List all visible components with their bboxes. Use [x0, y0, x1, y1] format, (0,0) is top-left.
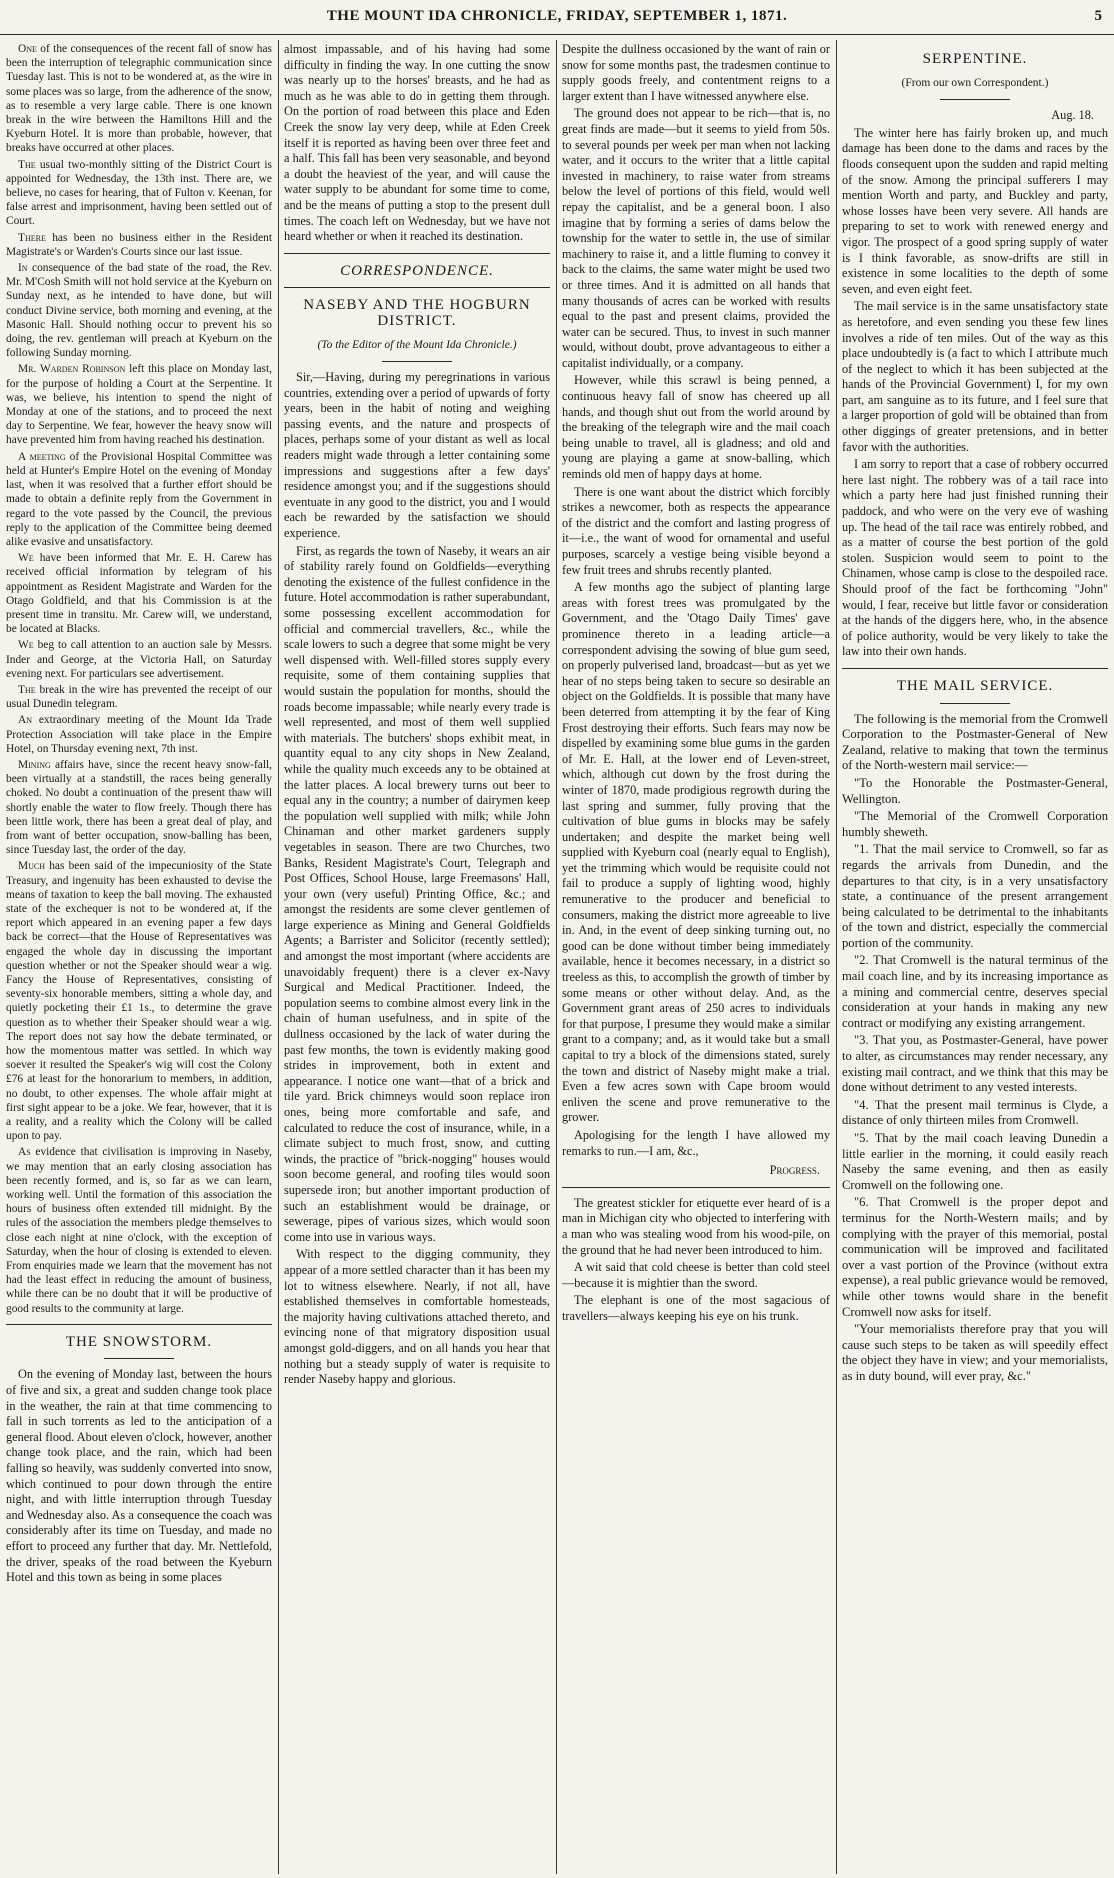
section-divider: [6, 1324, 272, 1325]
anecdote-paragraph: A wit said that cold cheese is better than cold steel—because it is mightier than the sword.: [562, 1260, 830, 1290]
news-paragraph: We beg to call attention to an auction sale by Messrs. Inder and George, at the Victoria Hall, on Saturday evening next. For particulars see advertisement.: [6, 639, 272, 680]
serpentine-paragraph: The winter here has fairly broken up, and much damage has been done to the dams and races by the floods consequent upon the sudden and rapid melting of the snow. Among the principal sufferers I may mention Worth and party, and Buckley and party, whose losses have been very severe. All hands are preparing to set to work with renewed energy and vigor. The prospect of a good spring supply of water is I think favorable, as snow-drifts are still in existence in some localities to the depth of some seven, and even eight feet.: [842, 125, 1108, 296]
letter-paragraph: However, while this scrawl is being penned, a continuous heavy fall of snow has cheered up all hands, and though shut out from the world around by the breaking of the telegraph wire and the mail coach being unable to travel, all is gladness; and old and young are playing a game at snow-balling, which reminds old men of happy days at home.: [562, 373, 830, 482]
column-rule: [836, 40, 837, 1874]
letter-paragraph: There is one want about the district which forcibly strikes a newcomer, both as respects the appearance of the district and the comfort and lasting progress of it—i.e., the want of wood for ornamental and useful purposes, scarcely a vestige being visible beyond a few fruit trees and shrubs recently planted.: [562, 484, 830, 577]
memorial-paragraph: "3. That you, as Postmaster-General, have power to alter, as circumstances may render necessary, any existing mail contract, and we think that this may be done without detriment to any vested interests.: [842, 1033, 1108, 1095]
column-3: [562, 42, 830, 1872]
column-rule: [278, 40, 279, 1874]
news-paragraph: A meeting of the Provisional Hospital Committee was held at Hunter's Empire Hotel on the evening of Monday last, when it was resolved that a further effort should be made to obtain a definite reply from the Government in regard to the vote passed by the Council, the previous reply to the application of the Committee being deemed alike evasive and unsatisfactory.: [6, 450, 272, 548]
letter-paragraph: A few months ago the subject of planting large areas with forest trees was promulgated by the Government, and the 'Otago Daily Times' gave prominence thereto in a leading article—a correspondent advising the sowing of blue gum seed, on properly pulverised land, broadcast—but as yet we hear of no steps being taken to secure so desirable an object on the Goldfields. It is possible that many have been deterred from attempting it by the fear of King Frost destroying their efforts. Such fears may now be dispelled by examining some blue gums in the garden of Mr. E. Hall, at the lower end of Leven-street, which, although cut down by the frost during the winter of 1870, made prodigious regrowth during the last spring and summer, fully proving that the cultivation of blue gums in blocks may be safely undertaken; and despite the market being well supplied with Kyeburn coal (nearly equal to English), yet the trimming which would be requisite could not fail to produce a supply of lighting wood, highly remunerative to the producer and beneficial to consumers, making the district more agreeable to live in. And, in the event of deep sinking turning out, no good can be done without timber being immediately available, hence it becomes necessary, in a district so treeless as this, to accomplish the growth of timber by some means or other without delay. And, as the Government grant areas of 250 acres to individuals for that purpose, I presume they would make a similar grant to a company; and, as it would take but a small capital to try a block of the dimensions stated, surely the town and district of Naseby might make a trial. Even a few acres sown with Cape broom would enliven the scene and prove remunerative to the grower.: [562, 580, 830, 1125]
section-divider: [842, 668, 1108, 669]
news-paragraph: An extraordinary meeting of the Mount Ida Trade Protection Association will take place in the Empire Hotel, on Thursday evening next, 7th inst.: [6, 714, 272, 755]
letter-signature: Progress.: [769, 1163, 820, 1178]
section-divider: [284, 287, 550, 288]
snowstorm-continued: almost impassable, and of his having had some difficulty in finding the way. In one cutting the snow was nearly up to the horses' breasts, and he had as much as he was able to do in getting them through. On the portion of road between this place and Eden Creek the snow lay very deep, while at Eden Creek itself it is reported as having been over three feet and a half. This fall has been very seasonable, and beyond a doubt the heaviest of the year, and will cause the water supply to be abundant for some time to come, and be the means of putting a stop to the present dull times. The coach left on Wednesday, but we have not heard whether or when it reached its destination.: [284, 42, 550, 244]
news-paragraph: Mining affairs have, since the recent heavy snow-fall, been virtually at a standstill, the races being generally choked. No doubt a continuation of the present thaw will shortly enable the water to flow freely. Though there has been little work, there has been a great deal of play, and from want of better occupation, snow-balling has been, since Tuesday last, the order of the day.: [6, 758, 272, 857]
local-news: [6, 42, 272, 1316]
heading-divider: [940, 703, 1010, 704]
news-paragraph: As evidence that civilisation is improving in Naseby, we may mention that an early closing association has been recently formed, and is, so far as we can learn, working well. Until the formation of this association the hours of business often extended till midnight. By the rules of the association the members pledge themselves to close each night at nine o'clock, with the exception of Saturday, when the hour of closing is extended to eleven. From enquiries made we learn that the movement has not had the least effect in reducing the amount of business, while there can be no doubt that it will be productive of good results to the community at large.: [6, 1146, 272, 1315]
memorial-paragraph: "4. That the present mail terminus is Clyde, a distance of only thirteen miles from Cromwell.: [842, 1097, 1108, 1128]
news-paragraph: There has been no business either in the Resident Magistrate's or Warden's Courts since our last issue.: [6, 231, 272, 258]
snowstorm-heading: THE SNOWSTORM.: [65, 1333, 213, 1350]
news-paragraph: The break in the wire has prevented the receipt of our usual Dunedin telegram.: [6, 683, 272, 711]
letter-paragraph: First, as regards the town of Naseby, it wears an air of stability rarely found on Goldfields—everything denoting the existence of the fullest confidence in the future. Hotel accommodation is rather superabundant, some possessing excellent accommodation for official and commercial travellers, &c., while the scale lowers to such a degree that some might be very well dispensed with. Well-filled stores supply every requisite, some of them containing supplies that would sustain the population for months, should the roads become impassable; while nearly every trade is well represented, and most of them well supplied with materials. The butchers' shops exhibit meat, in quantity equal to any city shops in New Zealand, while the quality much exceeds any to be obtained at the latter places. A local brewery turns out beer to equal any in the country; a number of dairymen keep the population well supplied with milk; while John Chinaman and other market gardeners supply vegetables in season. There are two Churches, two Banks, Resident Magistrate's Court, Telegraph and Post Offices, School House, large Freemasons' Hall, your own (very useful) Printing Office, &c.; and amongst the residents are some clever gentlemen of large experience as Mining and General Goldfields Agents; a Barrister and Solicitor (recently settled); and amongst the most important (where accidents are unavoidably frequent) there is a clever ex-Navy Surgical and Medical Practitioner. Indeed, the population seems to combine almost every link in the chain of human usefulness, and in spite of the dullness occasioned by the lack of water during the past few months, the town is evidently making good strides in improvement, both in extent and appearance. I notice one want—that of a brick and tile yard. Brick chimneys would soon replace iron ones, being more comfortable and safe, and calculated to reduce the cost of insurance, while, in a climate subject to much frost, snow, and cutting winds, the practice of "brick-nogging" houses would soon become general, and roofing tiles would soon supersede iron; but another important production of such an establishment would be drainage, or sewerage, pipes of various sizes, which would soon come into use in various ways.: [284, 543, 550, 1244]
column-rule: [556, 40, 557, 1874]
letter-paragraph: The ground does not appear to be rich—that is, no great finds are made—but it seems to yield from 50s. to several pounds per week per man when not lacking water, and it occurs to the writer that a little capital invested in machinery, to raise water from streams below the level of portions of this field, would well repay the capitalist, and be a general boon. I also imagine that by forming a series of dams below the township for the water to settle in, the use of similar machinery to raise it, and a little fluming to convey it back to the claims, the same water might be used two or three times. And it is admitted on all hands that many thousands of acres can be worked with results equal to the past and present claims, provided the water can be secured. Thus, to invest in such manner would, without doubt, prove advantageous to either a capitalist individually, or a company.: [562, 106, 830, 370]
news-paragraph: In consequence of the bad state of the road, the Rev. Mr. M'Cosh Smith will not hold service at the Kyeburn on Sunday next, as he intended to have done, but will conduct Divine service, both morning and evening, at the Masonic Hall. Should nothing occur to prevent his so doing, the rev. gentleman will preach at Kyeburn on the following Sunday morning.: [6, 262, 272, 360]
serpentine-subheading: (From our own Correspondent.): [901, 76, 1049, 89]
letter-continued: Despite the dullness occasioned by the want of rain or snow for some months past, the tradesmen continue to supply goods freely, and contentment reigns to a larger extent than I have witnessed anywhere else.: [562, 42, 830, 103]
serpentine-heading: SERPENTINE.: [922, 51, 1028, 67]
mail-memorial: [842, 712, 1108, 1385]
column-1: [6, 42, 272, 1872]
letter-paragraph: Sir,—Having, during my peregrinations in various countries, extending over a period of upwards of forty years, been in the habit of noting and weighing passing events, and the nature and prospects of places, perhaps some of your distant as well as local readers might wade through a letter containing some impressions and suggestions after a few days' residence amongst you; and if the suggestions should eventuate in any good to the district, you and I would each be rewarded by the satisfaction we should experience.: [284, 370, 550, 541]
correspondence-heading: CORRESPONDENCE.: [340, 262, 494, 279]
column-4: [842, 42, 1108, 1872]
letter-paragraph: Apologising for the length I have allowed my remarks to run.—I am, &c.,: [562, 1127, 830, 1158]
news-paragraph: Mr. Warden Robinson left this place on Monday last, for the purpose of holding a Court at the Serpentine. It was, we believe, his intention to spend the night of Monday at one of the stations, and to proceed the next day to Serpentine. We fear, however the heavy snow will have prevented him from having reached his destination.: [6, 363, 272, 447]
news-paragraph: One of the consequences of the recent fall of snow has been the interruption of telegraphic communication since Tuesday last. This is not to be wondered at, as the wire in some places was so large, from the adherence of the snow, as to resemble a very large cable. There is one known break in the wire between the Hamiltons Hill and the Kyeburn Hotel. It is more than probable, however, that breaks have occurred at other places.: [6, 43, 272, 155]
serpentine-paragraph: The mail service is in the same unsatisfactory state as heretofore, and even sending you these few lines involves a ride of ten miles. Out of the way as this place undoubtedly is (a fact to which I attribute much of the neglect to which it has been subjected at the hands of the Provincial Government) I, for my own part, am sanguine as to its future, and I feel sure that a larger proportion of gold will be obtained than from other diggings of greater pretensions, and in better favor with the authorities.: [842, 299, 1108, 454]
masthead-title: THE MOUNT IDA CHRONICLE, FRIDAY, SEPTEMBER 1, 1871.: [326, 8, 788, 24]
section-divider: [284, 253, 550, 254]
memorial-paragraph: "Your memorialists therefore pray that you will cause such steps to be taken as will speedily effect the object they have in view; and your memorialists, as in duty bound, will ever pray, &c.": [842, 1322, 1108, 1383]
column-2: [284, 42, 550, 1872]
heading-divider: [382, 361, 452, 362]
memorial-paragraph: "6. That Cromwell is the proper depot and terminus for the North-Western mails; and by complying with the prayer of this memorial, postal communication will be improved and facilitated over a vast portion of the Province (without extra expense), a real public grievance would be removed, while other towns would share in the benefit Cromwell now asks for itself.: [842, 1195, 1108, 1319]
masthead: [0, 0, 1114, 35]
memorial-paragraph: The following is the memorial from the Cromwell Corporation to the Postmaster-General of New Zealand, relative to making that town the terminus of the North-western mail service:—: [842, 711, 1108, 773]
dispatch-date: Aug. 18.: [1051, 108, 1094, 123]
letter-heading: NASEBY AND THE HOGBURN DISTRICT.: [303, 297, 531, 329]
anecdote-paragraph: The greatest stickler for etiquette ever heard of is a man in Michigan city who objected to interfering with a man who was stealing wood from his wood-pile, on the ground that he had never been introduced to him.: [562, 1195, 830, 1257]
news-paragraph: The usual two-monthly sitting of the District Court is appointed for Wednesday, the 13th inst. There are, we believe, no cases for hearing, that of Fulton v. Keenan, for false arrest and imprisonment, having been settled out of Court.: [6, 158, 272, 228]
heading-divider: [940, 99, 1010, 100]
anecdote-paragraph: The elephant is one of the most sagacious of travellers—always keeping his eye on his trunk.: [562, 1293, 830, 1323]
memorial-paragraph: "1. That the mail service to Cromwell, so far as regards the arrivals from Dunedin, and the departures to that city, is in a very unsatisfactory state, a continuance of the present arrangement being calculated to be detrimental to the inhabitants of the town and district, especially the commercial portion of the community.: [842, 842, 1108, 950]
mail-service-heading: THE MAIL SERVICE.: [896, 677, 1054, 694]
heading-divider: [104, 1358, 174, 1359]
memorial-paragraph: "5. That by the mail coach leaving Dunedin a little earlier in the morning, it could easily reach Naseby the same evening, and then as easily Cromwell on the following one.: [842, 1131, 1108, 1192]
page-number: 5: [1094, 8, 1102, 24]
news-paragraph: Much has been said of the impecuniosity of the State Treasury, and ingenuity has been exhausted to devise the means of taxation to keep the ball moving. The exhausted state of the exchequer is not to be wondered at, if the report which appeared in an evening paper a few days back be correct—that the House of Representatives was engaged the whole day in discussing the important question whether or not the Speaker should wear a wig. Fancy the House of Representatives, consisting of seventy-six honorable members, sitting a whole day, and quietly pocketing their £1 1s., to determine the grave question as to whether their Speaker should wear a wig. The report does not say how the debate terminated, or how the momentous matter was settled. In which way soever it resulted the Speaker's wig will cost the Colony £76 at least for the honorarium to members, in addition, no doubt, to other expenses. The whole affair might at first sight appear to be a joke. We fear, however, that it is a reality, and a reality which the Colony will be called upon to pay.: [6, 860, 272, 1143]
news-paragraph: We have been informed that Mr. E. H. Carew has received official information by telegram of his appointment as Resident Magistrate and Warden for the Otago Goldfield, and that his Commission is at the present time in transitu. Mr. Carew will, we understand, be located at Blacks.: [6, 552, 272, 636]
serpentine-paragraph: I am sorry to report that a case of robbery occurred here last night. The robbery was of a tail race into which a party here had just finished running their paddock, and who were on the very eve of washing up. The head of the tail race was entirely robbed, and as a matter of course the best portion of the gold stolen. Suspicion would seem to point to the Chinamen, whose camp is close to the despoiled race. Should proof of the fact be forthcoming "John" would, I fear, receive but little favor or consideration at the hands of the diggers here, who, in the absence of police authority, would be very likely to take the law into their own hands.: [842, 457, 1108, 659]
letter-subheading: (To the Editor of the Mount Ida Chronicle.): [317, 338, 517, 351]
snowstorm-paragraph: On the evening of Monday last, between the hours of five and six, a great and sudden change took place in the weather, the rain at that time commencing to fall in such torrents as led to the anticipation of a general flood. About eleven o'clock, however, another change took place, and the rain, which had been falling so heavily, was suddenly converted into snow, which continued to pour down through the entire night, and with little interruption through Tuesday and Wednesday also. As a consequence the coach was considerably after its time on Tuesday, and made no effort to proceed any further that day. Mr. Nettlefold, the driver, speaks of the road between the Kyeburn Hotel and this town as being in some places: [6, 1367, 272, 1585]
section-divider: [562, 1187, 830, 1188]
memorial-paragraph: "2. That Cromwell is the natural terminus of the mail coach line, and by its increasing importance as a mining and commercial centre, deserves special consideration at your hands in making any new contract or modifying any existing arrangement.: [842, 953, 1108, 1030]
letter-paragraph: With respect to the digging community, they appear of a more settled character than it has been my lot to witness elsewhere. Nearly, if not all, have established themselves in comfortable homesteads, the majority having cultivations attached thereto, and evincing none of that migratory disposition usual amongst gold-diggers, and on all hands you hear that nothing but a steady supply of water is requisite to render Naseby happy and glorious.: [284, 1247, 550, 1387]
memorial-paragraph: "The Memorial of the Cromwell Corporation humbly sheweth.: [842, 809, 1108, 839]
memorial-paragraph: "To the Honorable the Postmaster-General, Wellington.: [842, 775, 1108, 806]
